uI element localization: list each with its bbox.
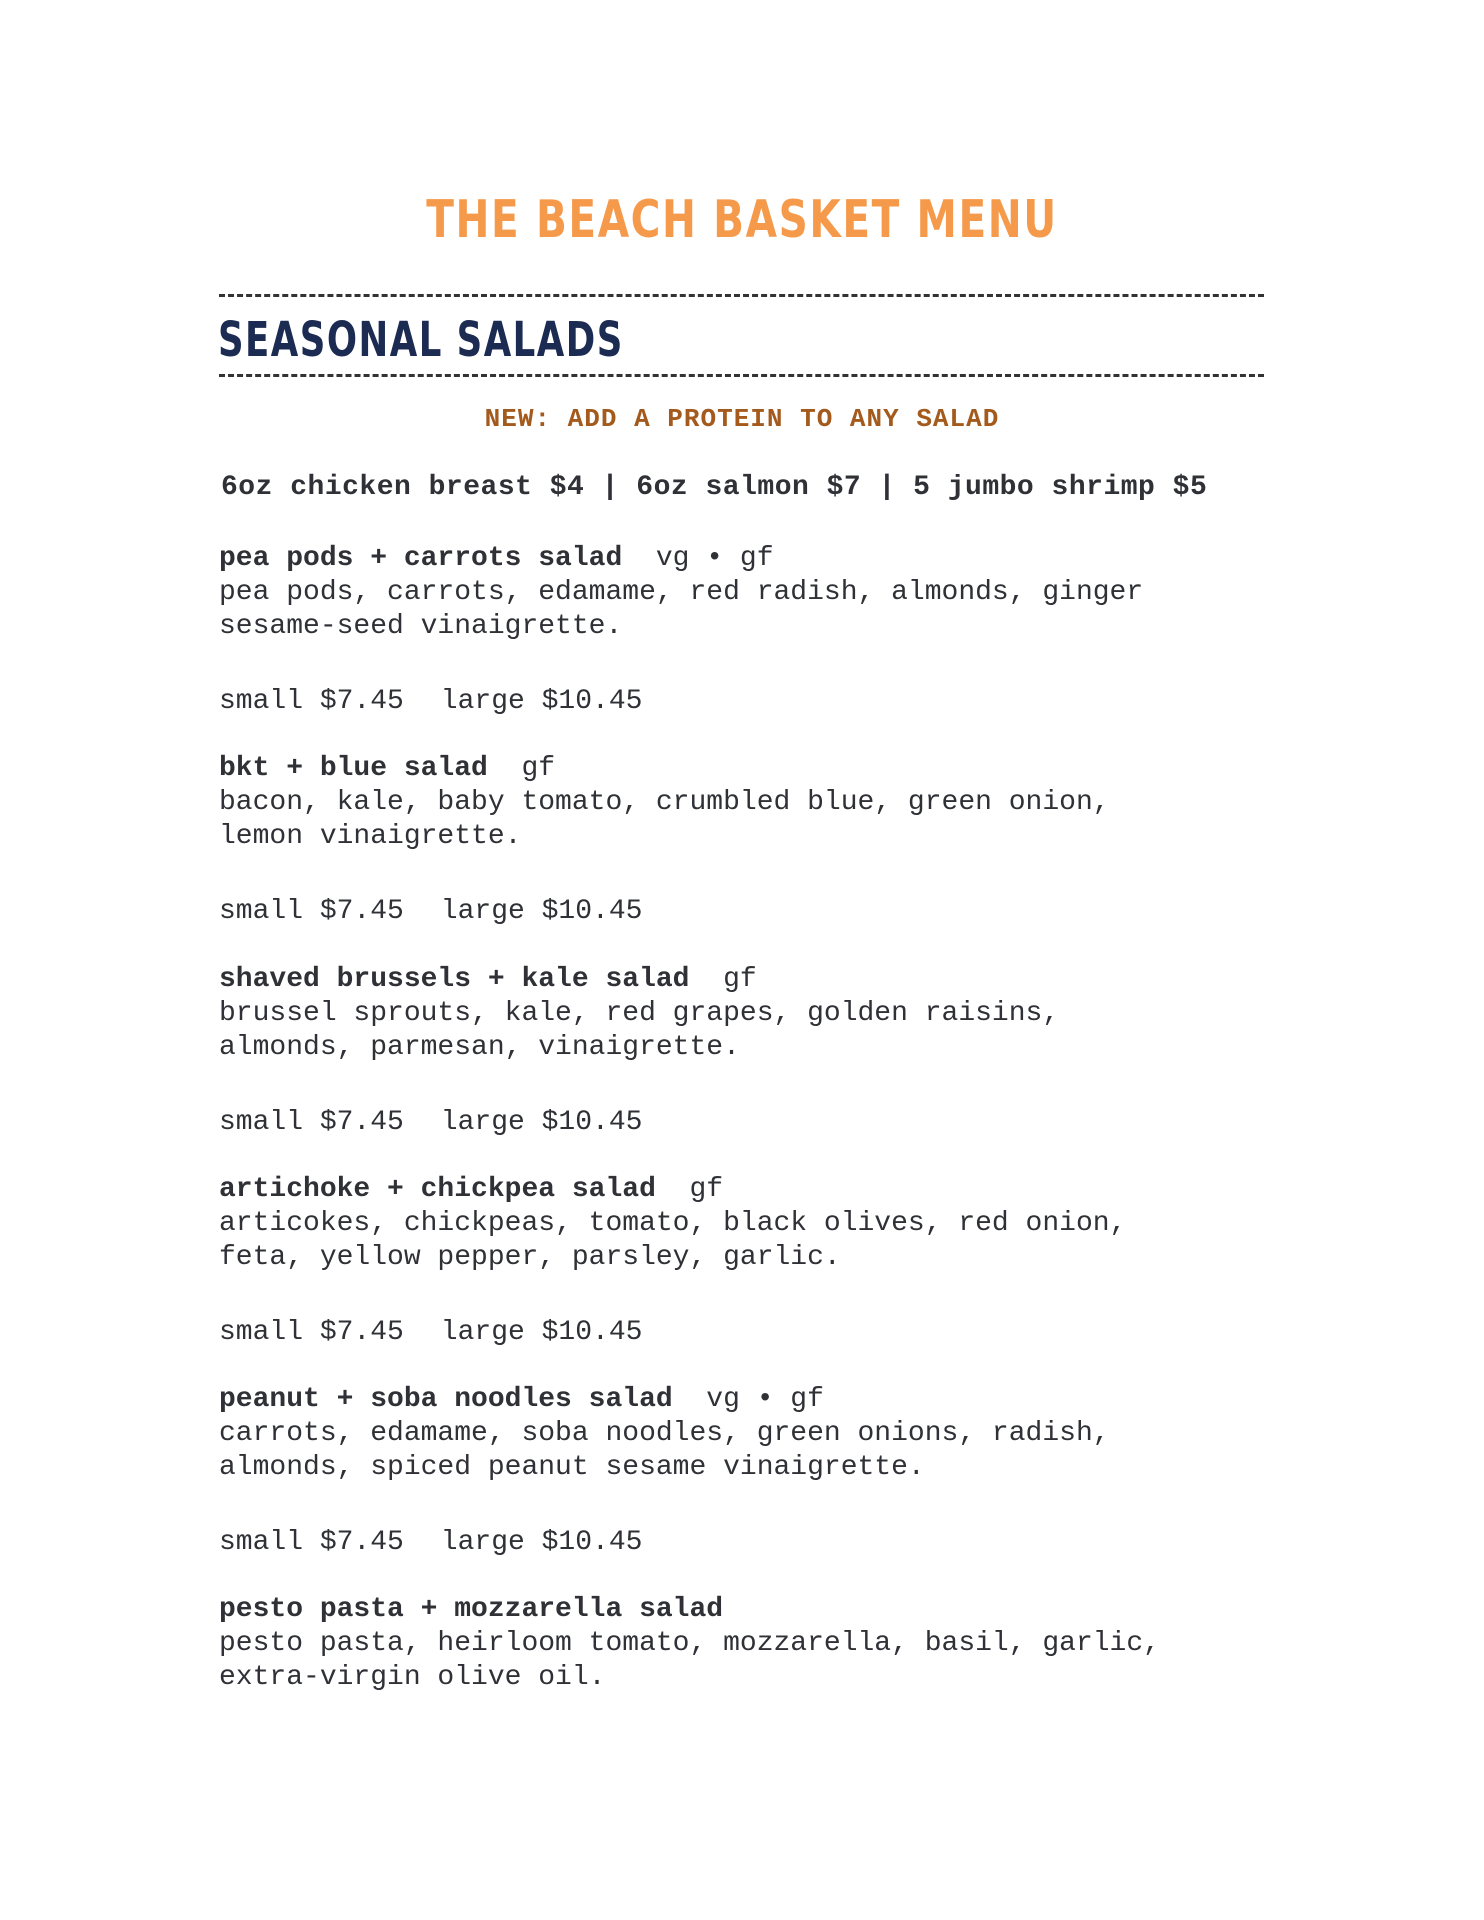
menu-item <box>219 963 1279 1065</box>
item-description-line: sesame-seed vinaigrette. <box>219 611 623 642</box>
price-small: small $7.45 <box>219 1317 404 1348</box>
item-name: bkt + blue salad <box>219 753 488 784</box>
price-small: small $7.45 <box>219 1527 404 1558</box>
item-tags: vg • gf <box>706 1384 824 1415</box>
item-description-line: feta, yellow pepper, parsley, garlic. <box>219 1242 841 1273</box>
price-row <box>219 895 642 929</box>
item-name: pea pods + carrots salad <box>219 543 623 574</box>
item-tags: vg • gf <box>655 543 774 574</box>
item-name: shaved brussels + kale salad <box>219 964 690 995</box>
price-row <box>219 1316 642 1350</box>
divider-bottom <box>219 374 1264 377</box>
item-tags: gf <box>521 753 556 784</box>
price-row <box>219 1526 642 1560</box>
menu-item <box>219 542 1279 644</box>
protein-heading: NEW: ADD A PROTEIN TO ANY SALAD <box>484 404 1000 434</box>
item-heading <box>219 963 1279 997</box>
item-description-line: bacon, kale, baby tomato, crumbled blue, green onion, <box>219 787 1110 818</box>
menu-item <box>219 1593 1279 1695</box>
price-large: large $10.45 <box>440 1317 643 1348</box>
item-heading <box>219 752 1279 786</box>
item-name: pesto pasta + mozzarella salad <box>219 1594 724 1625</box>
item-description-line: carrots, edamame, soba noodles, green onions, radish, <box>219 1418 1110 1449</box>
item-description-line: extra-virgin olive oil. <box>219 1662 606 1693</box>
price-large: large $10.45 <box>440 896 643 927</box>
divider-top <box>219 294 1264 297</box>
price-small: small $7.45 <box>219 896 404 927</box>
item-heading <box>219 1593 1279 1627</box>
menu-item <box>219 1383 1279 1485</box>
item-name: peanut + soba noodles salad <box>219 1384 673 1415</box>
item-heading <box>219 1173 1279 1207</box>
menu-item <box>219 752 1279 854</box>
protein-options: 6oz chicken breast $4 | 6oz salmon $7 | 5 jumbo shrimp $5 <box>221 472 1208 503</box>
item-heading <box>219 542 1279 576</box>
price-row <box>219 1106 642 1140</box>
item-tags: gf <box>723 964 757 995</box>
menu-item <box>219 1173 1279 1275</box>
item-description-line: brussel sprouts, kale, red grapes, golden raisins, <box>219 998 1060 1029</box>
price-large: large $10.45 <box>440 1527 643 1558</box>
item-name: artichoke + chickpea salad <box>219 1174 656 1205</box>
item-tags: gf <box>689 1174 724 1205</box>
item-description-line: lemon vinaigrette. <box>219 821 522 852</box>
price-small: small $7.45 <box>219 1107 404 1138</box>
item-description-line: pea pods, carrots, edamame, red radish, almonds, ginger <box>219 577 1144 608</box>
price-large: large $10.45 <box>440 1107 643 1138</box>
item-description-line: pesto pasta, heirloom tomato, mozzarella, basil, garlic, <box>219 1628 1160 1659</box>
section-title: SEASONAL SALADS <box>218 312 624 368</box>
menu-title: THE BEACH BASKET MENU <box>426 190 1058 250</box>
item-description-line: almonds, parmesan, vinaigrette. <box>219 1032 740 1063</box>
price-small: small $7.45 <box>219 686 404 717</box>
item-heading <box>219 1383 1279 1417</box>
item-description-line: articokes, chickpeas, tomato, black olives, red onion, <box>219 1208 1127 1239</box>
price-row <box>219 685 642 719</box>
price-large: large $10.45 <box>440 686 643 717</box>
item-description-line: almonds, spiced peanut sesame vinaigrette. <box>219 1452 925 1483</box>
